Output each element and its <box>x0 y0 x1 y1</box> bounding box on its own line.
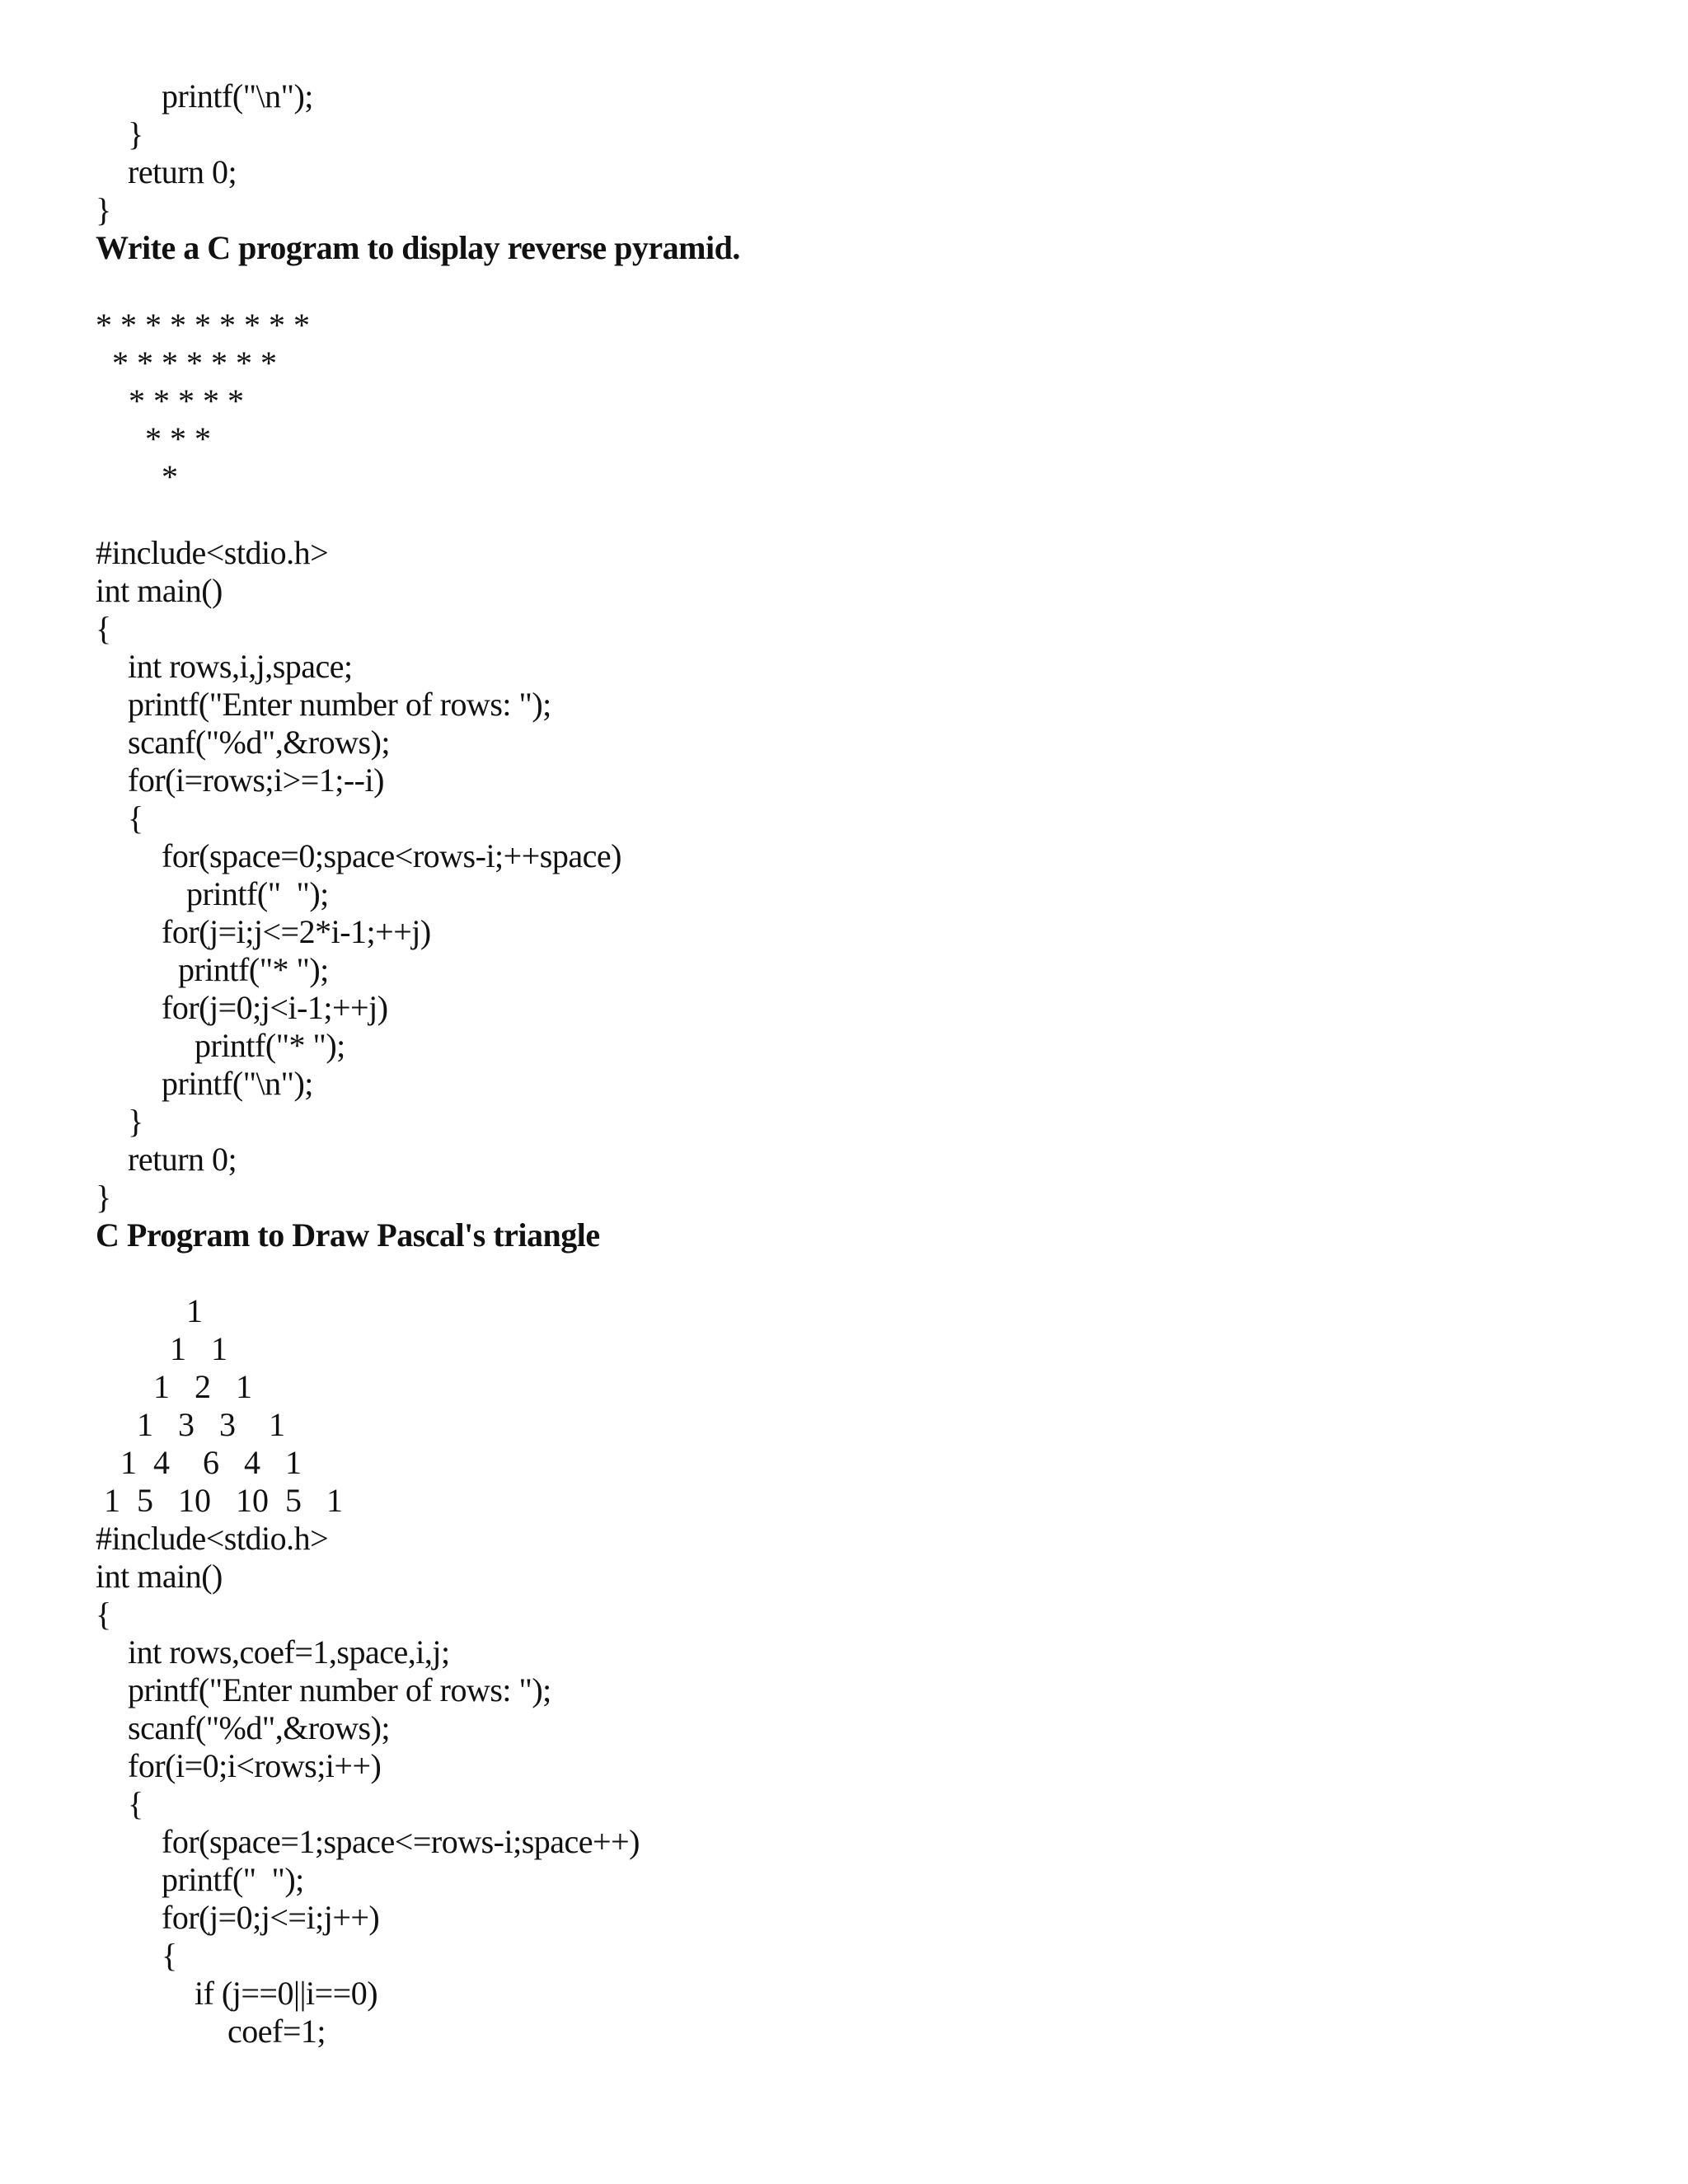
section-heading-reverse-pyramid: Write a C program to display reverse pyramid. <box>96 229 740 266</box>
code-line: return 0; <box>128 1141 237 1178</box>
code-line: for(space=0;space<rows-i;++space) <box>162 837 621 874</box>
code-line: for(i=0;i<rows;i++) <box>128 1747 382 1784</box>
code-line: #include<stdio.h> <box>96 534 329 571</box>
pattern-line: 1 2 1 <box>153 1368 252 1405</box>
pattern-line: 1 1 <box>170 1330 227 1367</box>
code-line: if (j==0||i==0) <box>195 1975 378 2012</box>
code-line: printf(" "); <box>186 875 329 912</box>
code-line: coef=1; <box>227 2013 326 2050</box>
code-line: printf("* "); <box>195 1027 345 1064</box>
code-line: printf("* "); <box>178 951 329 988</box>
code-line: return 0; <box>128 153 237 190</box>
code-line: } <box>128 115 143 152</box>
code-line: { <box>96 1596 111 1633</box>
code-line: } <box>96 191 111 228</box>
code-line: #include<stdio.h> <box>96 1520 329 1557</box>
code-line: printf("Enter number of rows: "); <box>128 1671 551 1708</box>
code-line: for(j=i;j<=2*i-1;++j) <box>162 913 431 950</box>
code-line: printf("\n"); <box>162 1065 313 1102</box>
pattern-line: * * * * * * * * * <box>96 307 310 344</box>
section-heading-pascal-triangle: C Program to Draw Pascal's triangle <box>96 1216 600 1254</box>
code-line: { <box>96 610 111 647</box>
code-line: } <box>96 1179 111 1216</box>
pattern-line: * <box>162 458 178 495</box>
code-line: for(j=0;j<=i;j++) <box>162 1899 380 1936</box>
code-line: printf(" "); <box>162 1861 304 1898</box>
code-line: { <box>128 799 143 837</box>
code-line: for(j=0;j<i-1;++j) <box>162 989 388 1026</box>
pattern-line: 1 <box>186 1292 203 1329</box>
pattern-line: * * * <box>145 420 211 457</box>
code-line: scanf("%d",&rows); <box>128 1709 391 1746</box>
code-line: printf("\n"); <box>162 77 313 115</box>
pattern-line: * * * * * <box>129 382 244 419</box>
code-line: printf("Enter number of rows: "); <box>128 686 551 723</box>
pattern-line: 1 3 3 1 <box>137 1406 285 1443</box>
code-line: int rows,coef=1,space,i,j; <box>128 1633 450 1671</box>
code-line: scanf("%d",&rows); <box>128 724 391 761</box>
pattern-line: * * * * * * * <box>112 344 277 382</box>
code-line: int main() <box>96 1558 223 1595</box>
code-line: int rows,i,j,space; <box>128 648 353 685</box>
code-line: } <box>128 1103 143 1140</box>
code-line: { <box>128 1785 143 1822</box>
pattern-line: 1 5 10 10 5 1 <box>104 1482 343 1519</box>
code-line: { <box>162 1937 177 1974</box>
code-line: for(i=rows;i>=1;--i) <box>128 762 384 799</box>
code-line: for(space=1;space<=rows-i;space++) <box>162 1823 640 1860</box>
code-line: int main() <box>96 572 223 609</box>
pattern-line: 1 4 6 4 1 <box>120 1444 302 1481</box>
